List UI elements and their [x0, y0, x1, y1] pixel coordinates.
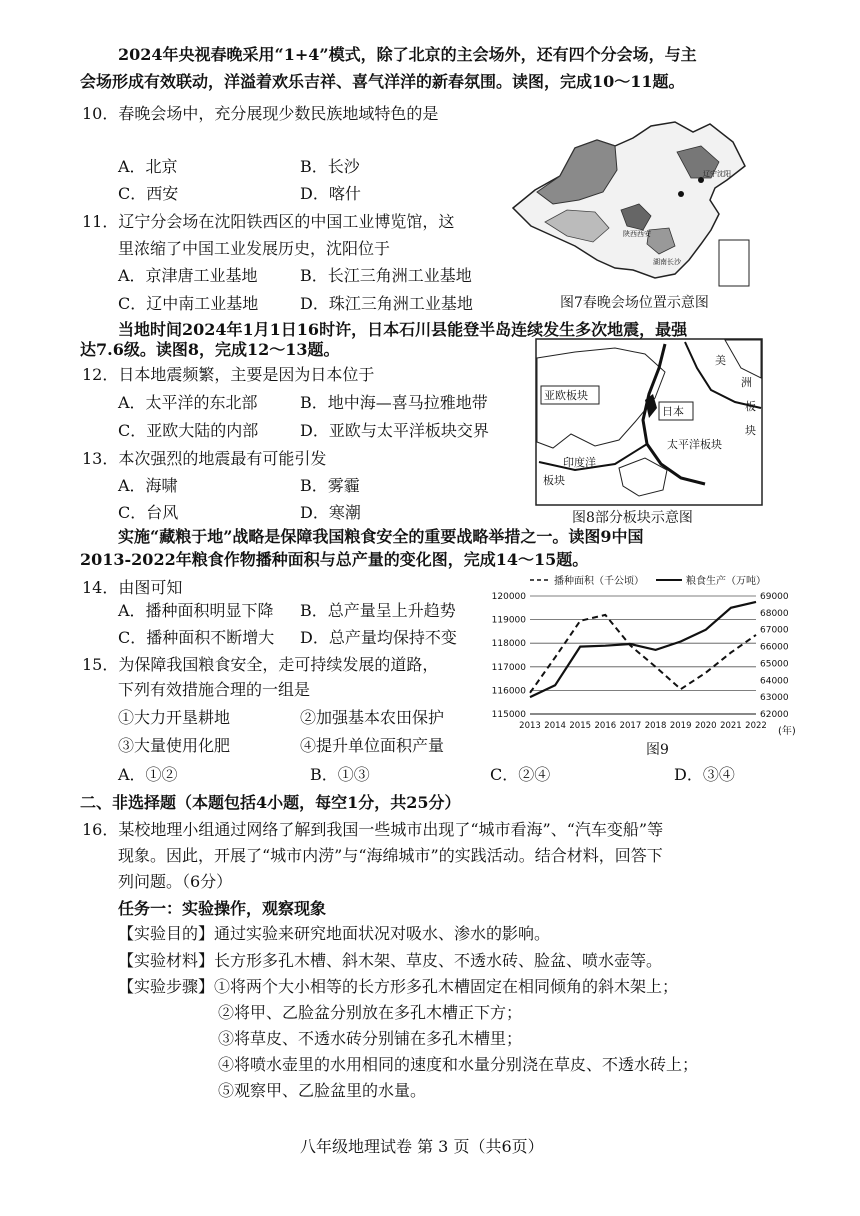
series-line-area — [530, 615, 756, 693]
option-b: B．地中海—喜马拉雅地带 — [300, 393, 488, 412]
statement-1: ①大力开垦耕地 — [118, 708, 231, 727]
option-a: A．太平洋的东北部 — [118, 393, 258, 412]
option-d: D．③④ — [674, 765, 735, 784]
x-tick: 2020 — [694, 721, 717, 731]
x-tick: 2022 — [745, 721, 767, 731]
question-12-stem: 12．日本地震频繁，主要是因为日本位于 — [82, 365, 375, 384]
option-d: D．珠江三角洲工业基地 — [300, 294, 473, 313]
x-axis-unit: (年) — [778, 726, 796, 737]
task-1-title: 任务一：实验操作，观察现象 — [118, 899, 327, 918]
question-13-stem: 13．本次强烈的地震最有可能引发 — [82, 449, 327, 468]
experiment-step-3: ③将草皮、不透水砖分别铺在多孔木槽里； — [218, 1029, 523, 1048]
x-tick: 2016 — [594, 721, 617, 731]
option-a: A．①② — [118, 765, 178, 784]
experiment-step-1: 【实验步骤】①将两个大小相等的长方形多孔木槽固定在相同倾角的斜木架上； — [118, 977, 679, 996]
figure-8-caption: 图8部分板块示意图 — [572, 510, 693, 526]
intro-text-line: 实施“藏粮于地”战略是保障我国粮食安全的重要战略举措之一。读图9中国 — [118, 527, 644, 546]
option-b: B．①③ — [310, 765, 370, 784]
south-sea-inset — [719, 240, 749, 286]
experiment-step-4: ④将喷水壶里的水用相同的速度和水量分别浇在草皮、不透水砖上； — [218, 1055, 699, 1074]
x-tick: 2013 — [519, 721, 541, 731]
figure-9-line-chart — [478, 572, 808, 740]
option-c: C．西安 — [118, 184, 179, 203]
label-america-plate: 块 — [745, 424, 756, 437]
y-tick-left: 119000 — [491, 615, 526, 626]
experiment-step-5: ⑤观察甲、乙脸盆里的水量。 — [218, 1081, 427, 1100]
statement-4: ④提升单位面积产量 — [300, 736, 445, 755]
option-d: D．喀什 — [300, 184, 361, 203]
option-c: C．台风 — [118, 503, 179, 522]
y-tick-left: 116000 — [491, 686, 526, 697]
question-16-stem-cont: 列问题。（6分） — [118, 872, 233, 891]
option-b: B．长沙 — [300, 157, 360, 176]
y-tick-right: 66000 — [760, 642, 789, 653]
figure-8-plate-map — [535, 338, 763, 506]
option-a: A．北京 — [118, 157, 178, 176]
x-tick: 2015 — [569, 721, 592, 731]
question-10-stem: 10．春晚会场中，充分展现少数民族地域特色的是 — [82, 104, 439, 123]
label-pacific-plate: 太平洋板块 — [667, 438, 722, 451]
x-tick: 2017 — [619, 721, 642, 731]
beijing-marker — [678, 191, 684, 197]
map-label-xian: 陕西西安 — [623, 230, 651, 238]
y-tick-right: 63000 — [760, 693, 789, 704]
option-d: D．寒潮 — [300, 503, 361, 522]
experiment-materials: 【实验材料】长方形多孔木槽、斜木架、草皮、不透水砖、脸盆、喷水壶等。 — [118, 951, 663, 970]
experiment-purpose: 【实验目的】通过实验来研究地面状况对吸水、渗水的影响。 — [118, 924, 551, 943]
question-16-stem: 16．某校地理小组通过网络了解到我国一些城市出现了“城市看海”、“汽车变船”等 — [82, 820, 664, 839]
option-c: C．亚欧大陆的内部 — [118, 421, 259, 440]
y-tick-right: 62000 — [760, 710, 789, 720]
label-japan: 日本 — [662, 405, 684, 418]
option-b: B．总产量呈上升趋势 — [300, 601, 456, 620]
option-d: D．总产量均保持不变 — [300, 628, 457, 647]
question-14-stem: 14．由图可知 — [82, 578, 183, 597]
label-indian-plate: 板块 — [543, 474, 565, 487]
question-11-stem: 11．辽宁分会场在沈阳铁西区的中国工业博览馆，这 — [82, 212, 455, 231]
figure-7-china-map — [505, 118, 755, 293]
intro-text-line: 2013-2022年粮食作物播种面积与总产量的变化图，完成14～15题。 — [80, 550, 589, 569]
legend-label-output: 粮食生产（万吨） — [686, 576, 766, 587]
statement-2: ②加强基本农田保护 — [300, 708, 445, 727]
question-15-stem: 15．为保障我国粮食安全，走可持续发展的道路， — [82, 655, 439, 674]
x-tick: 2021 — [720, 721, 742, 731]
question-11-stem-cont: 里浓缩了中国工业发展历史，沈阳位于 — [118, 239, 391, 258]
label-eurasia-plate: 亚欧板块 — [544, 389, 588, 402]
figure-7-caption: 图7春晚会场位置示意图 — [560, 295, 709, 311]
option-c: C．播种面积不断增大 — [118, 628, 275, 647]
x-tick: 2014 — [544, 721, 566, 731]
label-america-plate: 美 — [715, 354, 726, 367]
y-tick-left: 120000 — [491, 592, 526, 602]
page-footer: 八年级地理试卷 第 3 页（共6页） — [300, 1137, 544, 1156]
map-label-shenyang: 辽宁沈阳 — [703, 170, 731, 178]
label-indian-plate: 印度洋 — [563, 456, 596, 469]
y-tick-left: 117000 — [491, 662, 526, 673]
x-tick: 2019 — [669, 721, 692, 731]
x-tick: 2018 — [644, 721, 667, 731]
option-c: C．②④ — [490, 765, 551, 784]
option-a: A．播种面积明显下降 — [118, 601, 274, 620]
option-a: A．京津唐工业基地 — [118, 266, 258, 285]
label-america-plate: 洲 — [741, 376, 752, 389]
intro-text-line: 会场形成有效联动，洋溢着欢乐吉祥、喜气洋洋的新春氛围。读图，完成10～11题。 — [80, 72, 685, 91]
option-a: A．海啸 — [118, 476, 178, 495]
y-tick-right: 69000 — [760, 592, 789, 602]
experiment-step-2: ②将甲、乙脸盆分别放在多孔木槽正下方； — [218, 1003, 523, 1022]
y-tick-left: 115000 — [491, 710, 526, 720]
option-c: C．辽中南工业基地 — [118, 294, 259, 313]
label-america-plate: 板 — [745, 400, 756, 413]
section-2-title: 二、非选择题（本题包括4小题，每空1分，共25分） — [80, 793, 461, 812]
y-tick-right: 64000 — [760, 676, 789, 687]
y-tick-left: 118000 — [491, 639, 526, 650]
statement-3: ③大量使用化肥 — [118, 736, 231, 755]
option-d: D．亚欧与太平洋板块交界 — [300, 421, 489, 440]
option-b: B．雾霾 — [300, 476, 360, 495]
question-15-stem-cont: 下列有效措施合理的一组是 — [118, 680, 311, 699]
map-label-changsha: 湖南长沙 — [653, 258, 681, 266]
y-tick-right: 67000 — [760, 625, 789, 636]
intro-text-line: 2024年央视春晚采用“1+4”模式，除了北京的主会场外，还有四个分会场，与主 — [118, 45, 697, 64]
intro-text-line: 达7.6级。读图8，完成12～13题。 — [80, 340, 340, 359]
series-line-output — [530, 602, 756, 697]
figure-9-caption: 图9 — [646, 742, 669, 758]
legend-label-area: 播种面积（千公顷） — [554, 576, 644, 587]
intro-text-line: 当地时间2024年1月1日16时许，日本石川县能登半岛连续发生多次地震，最强 — [118, 320, 688, 339]
question-16-stem-cont: 现象。因此，开展了“城市内涝”与“海绵城市”的实践活动。结合材料，回答下 — [118, 846, 663, 865]
y-tick-right: 65000 — [760, 659, 789, 670]
option-b: B．长江三角洲工业基地 — [300, 266, 472, 285]
y-tick-right: 68000 — [760, 608, 789, 619]
